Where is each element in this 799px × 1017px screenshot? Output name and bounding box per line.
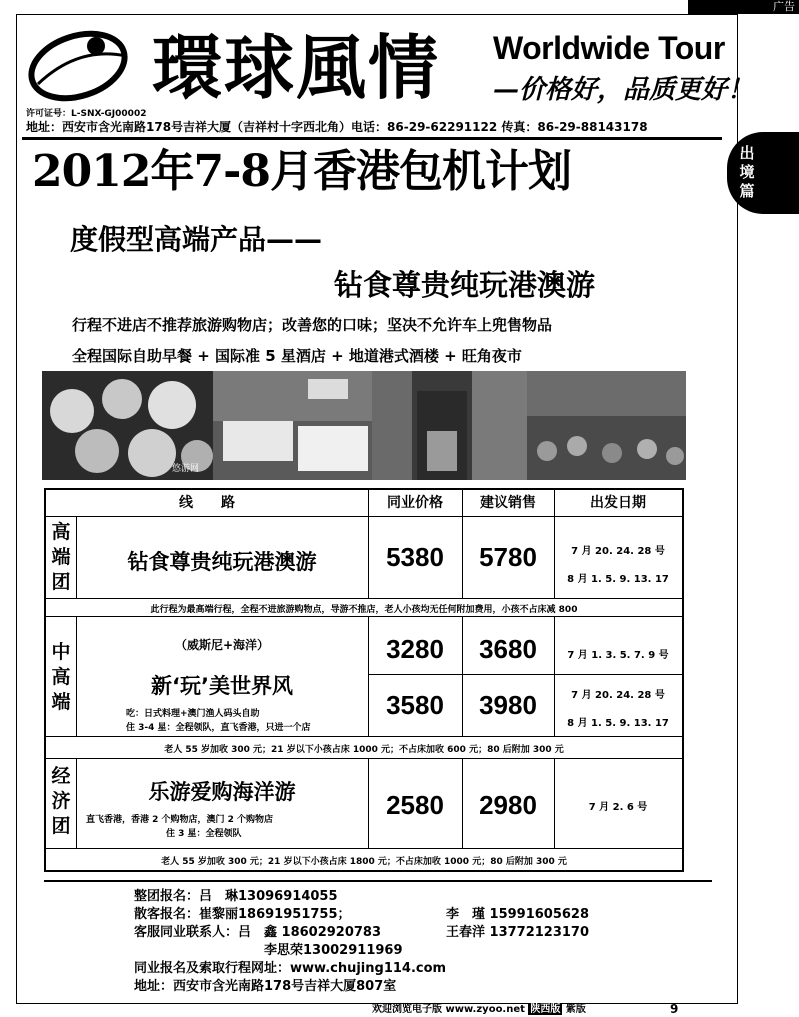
contact-website: 同业报名及索取行程网址：www.chujing114.com xyxy=(134,961,447,976)
photo-night-market xyxy=(527,371,686,480)
side-tab-label: 出境篇 xyxy=(739,144,755,200)
high-remark: 此行程为最高端行程，全程不进旅游购物点，导游不推店，老人小孩均无任何附加费用，小孩不占床减 800 xyxy=(150,605,578,615)
side-tab xyxy=(727,132,799,214)
header-address: 地址：西安市含光南路178号吉祥大厦（吉祥村十字西北角）电话：86-29-62291122 传真：86-29-88143178 xyxy=(26,120,648,134)
mid-row2-peer-price: 3580 xyxy=(386,690,444,720)
contact-service-2: 王春洋 13772123170 xyxy=(446,925,590,940)
contact-address: 地址：西安市含光南路178号吉祥大厦807室 xyxy=(134,979,397,994)
route-high-name: 钻食尊贵纯玩港澳游 xyxy=(127,550,317,574)
tier-high: 高 端 团 xyxy=(51,521,71,593)
header-peer-price: 同业价格 xyxy=(387,495,443,511)
tier-mid: 中 高 端 xyxy=(51,641,71,713)
high-dates-1: 7 月 20. 24. 28 号 xyxy=(571,546,665,557)
mid-row1-retail-price: 3680 xyxy=(479,634,537,664)
slogan: —价格好，品质更好！ xyxy=(493,75,754,105)
route-economy-name: 乐游爱购海洋游 xyxy=(148,780,296,804)
mid-detail-1: 吃：日式料理+澳门渔人码头自助 xyxy=(126,709,260,719)
contacts-divider xyxy=(44,880,712,882)
header-departure: 出发日期 xyxy=(590,495,646,511)
photo-hotel-room xyxy=(213,371,372,480)
subtitle-2: 钻食尊贵纯玩港澳游 xyxy=(334,268,596,302)
route-price-table xyxy=(44,488,684,872)
feature-note-2: 全程国际自助早餐 + 国际准 5 星酒店 + 地道港式酒楼 + 旺角夜市 xyxy=(72,347,522,365)
footer-edition: 紫版 xyxy=(565,1004,586,1015)
contact-individual-2: 李 瑾 15991605628 xyxy=(446,907,590,922)
footer-badge: 陕西版 xyxy=(530,1004,561,1015)
mid-row1-dates: 7 月 1. 3. 5. 7. 9 号 xyxy=(567,650,669,661)
footer-text: 欢迎浏览电子版 www.zyoo.net xyxy=(372,1004,525,1015)
contact-group: 整团报名：吕 琳13096914055 xyxy=(134,889,338,904)
eco-detail-2: 住 3 星：全程领队 xyxy=(166,829,242,839)
header-route: 线 路 xyxy=(179,495,235,511)
eco-dates: 7 月 2. 6 号 xyxy=(588,802,648,813)
photo-city-street xyxy=(372,371,527,480)
route-mid-name: 新‘玩’美世界风 xyxy=(151,674,293,698)
high-dates-2: 8 月 1. 5. 9. 13. 17 xyxy=(567,574,669,585)
mid-row2-dates-2: 8 月 1. 5. 9. 13. 17 xyxy=(567,718,669,729)
eco-remark: 老人 55 岁加收 300 元；21 岁以下小孩占床 1800 元；不占床加收 1000 元；80 后附加 300 元 xyxy=(161,857,567,867)
mid-row1-peer-price: 3280 xyxy=(386,634,444,664)
high-retail-price: 5780 xyxy=(479,542,537,572)
header-divider xyxy=(22,137,722,140)
eco-peer-price: 2580 xyxy=(386,790,444,820)
mid-tag: （威斯尼+海洋） xyxy=(174,638,270,652)
main-title: 2012年7-8月香港包机计划 xyxy=(32,146,571,197)
tier-economy: 经 济 团 xyxy=(51,765,71,837)
header-retail-price: 建议销售 xyxy=(480,495,536,511)
mid-detail-2: 住 3-4 星：全程领队，直飞香港，只进一个店 xyxy=(126,723,311,733)
photo-watermark: 悠游网 xyxy=(172,464,200,474)
brand-english-name: Worldwide Tour xyxy=(493,30,725,66)
license-number: 许可证号：L-SNX-GJ00002 xyxy=(26,109,147,119)
page-number: 9 xyxy=(670,1002,679,1016)
feature-note-1: 行程不进店不推荐旅游购物店；改善您的口味；坚决不允许车上兜售物品 xyxy=(72,316,553,334)
high-peer-price: 5380 xyxy=(386,542,444,572)
contact-service-3: 李思荣13002911969 xyxy=(264,943,403,958)
contact-service: 客服同业联系人：吕 鑫 18602920783 xyxy=(134,925,382,940)
subtitle-1: 度假型高端产品—— xyxy=(70,223,323,256)
eco-retail-price: 2980 xyxy=(479,790,537,820)
mid-remark: 老人 55 岁加收 300 元；21 岁以下小孩占床 1000 元；不占床加收 600 元；80 后附加 300 元 xyxy=(164,745,564,755)
photo-dim-sum xyxy=(42,371,213,480)
eco-detail-1: 直飞香港，香港 2 个购物店，澳门 2 个购物店 xyxy=(86,815,274,825)
contact-individual: 散客报名：崔黎丽18691951755； xyxy=(134,907,351,922)
mid-row2-retail-price: 3980 xyxy=(479,690,537,720)
mid-row2-dates-1: 7 月 20. 24. 28 号 xyxy=(571,690,665,701)
ad-tag: 广告 xyxy=(688,0,799,14)
brand-chinese-name: 環球風情 xyxy=(152,26,440,109)
globe-logo-icon xyxy=(26,26,136,106)
footer-bar xyxy=(372,1003,632,1017)
